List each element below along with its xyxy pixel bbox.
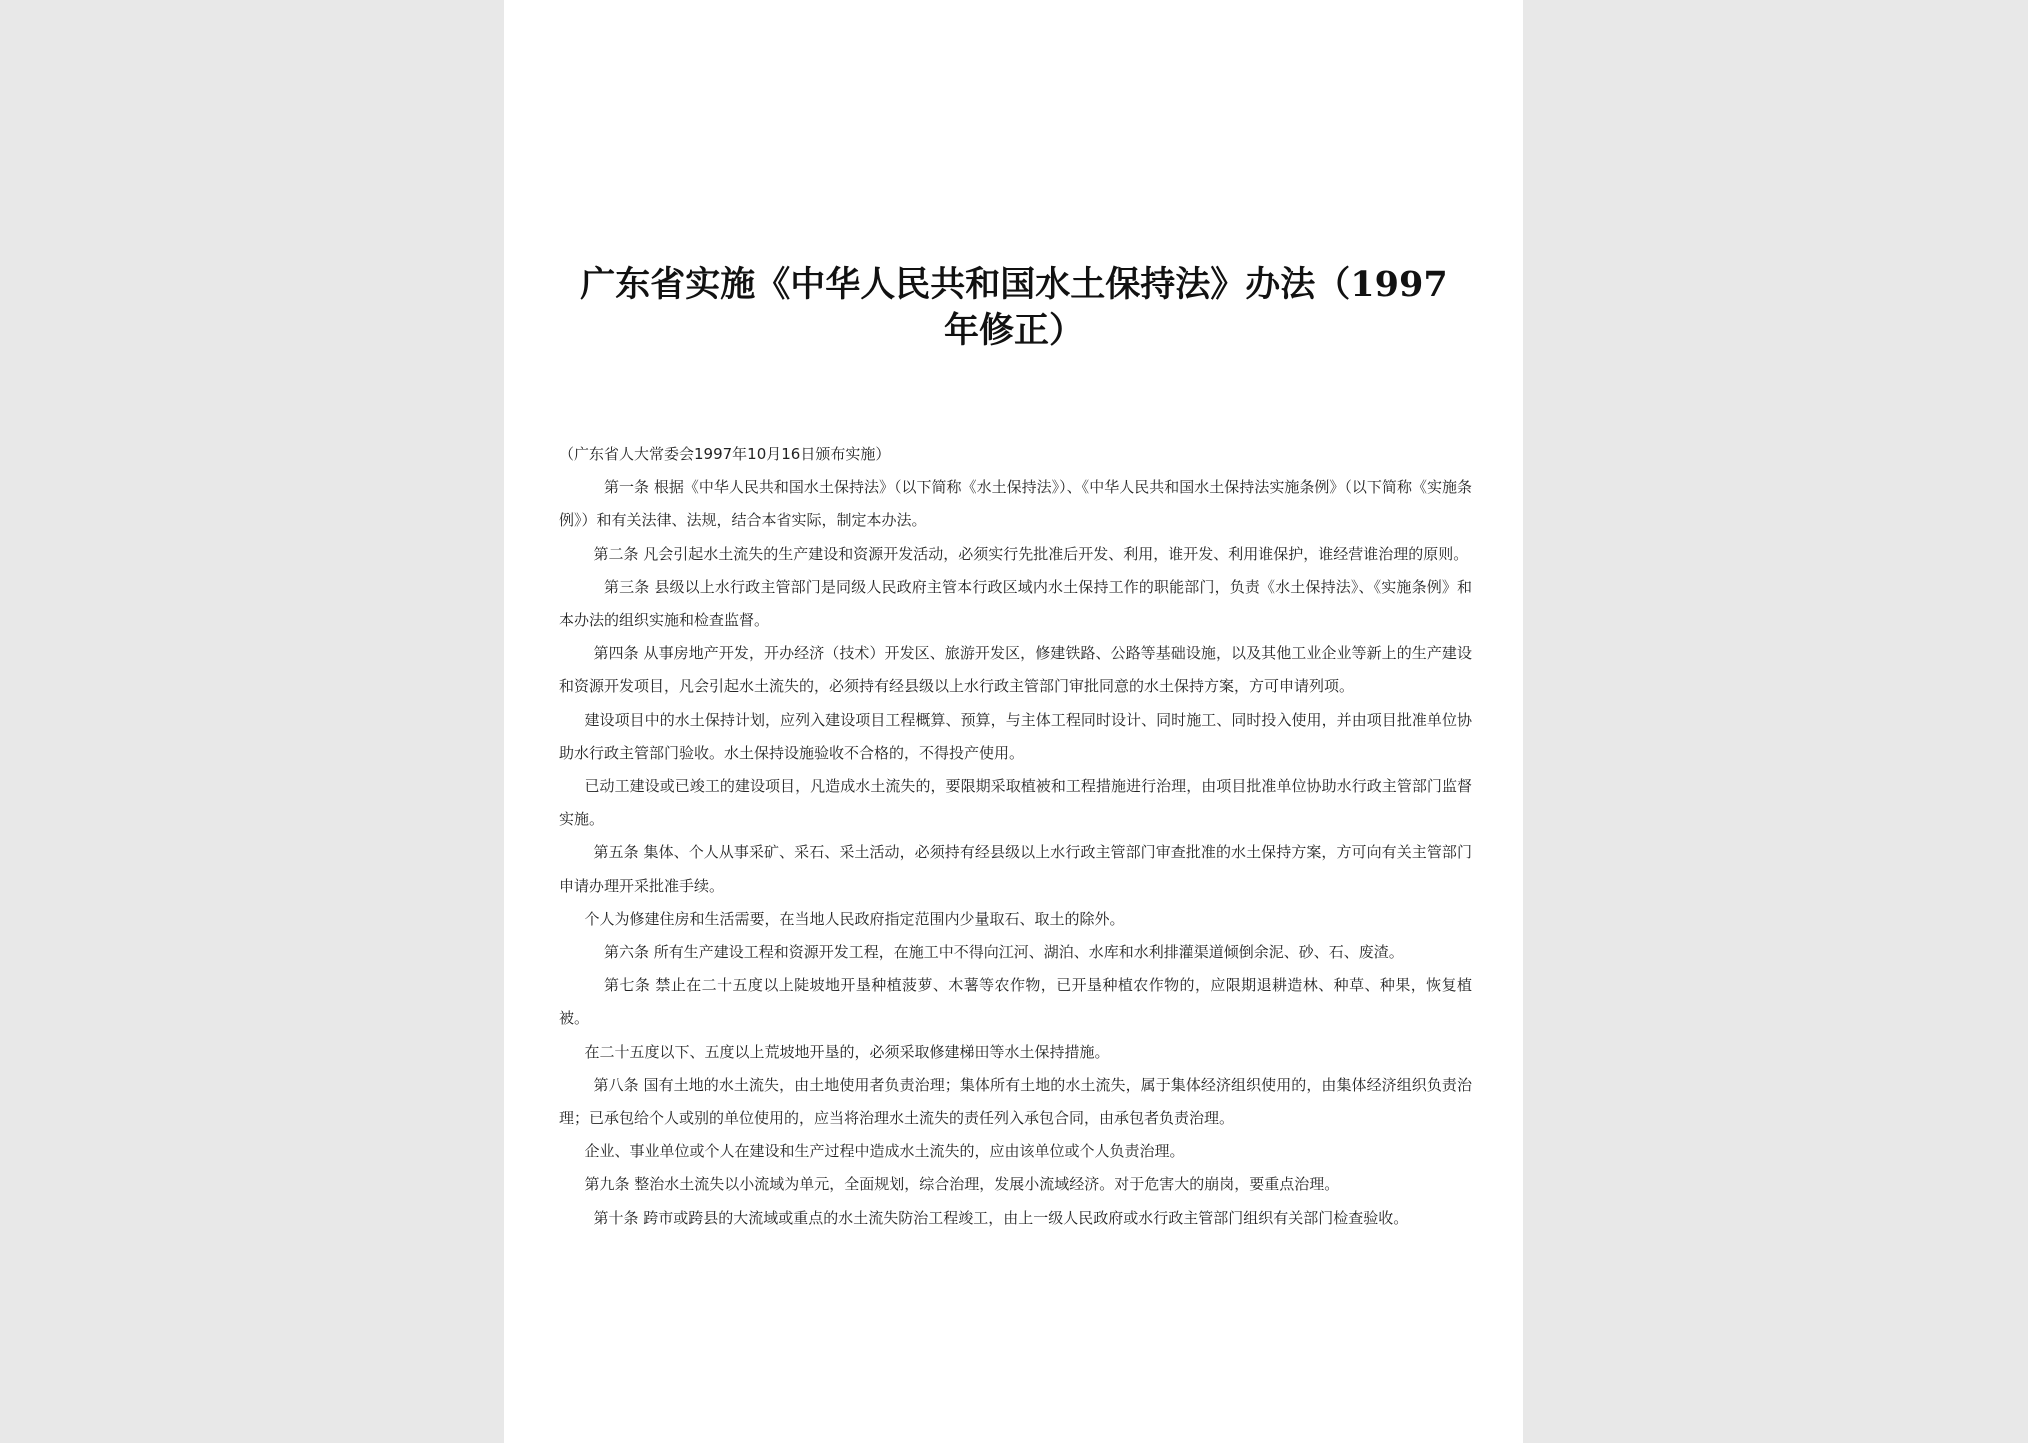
title-line-2: 年修正） (943, 310, 1084, 351)
article-paragraph: 已动工建设或已竣工的建设项目，凡造成水土流失的，要限期采取植被和工程措施进行治理，由项目批准单位协助水行政主管部门监督实施。 (559, 777, 1472, 829)
article-paragraph: 建设项目中的水土保持计划，应列入建设项目工程概算、预算，与主体工程同时设计、同时施工、同时投入使用，并由项目批准单位协助水行政主管部门验收。水土保持设施验收不合格的，不得投产使用。 (559, 710, 1472, 762)
document-title (564, 262, 1464, 354)
article-paragraph: 第五条 集体、个人从事采矿、采石、采土活动，必须持有经县级以上水行政主管部门审查批准的水土保持方案，方可向有关主管部门申请办理开采批准手续。 (559, 843, 1472, 895)
article-paragraph: 个人为修建住房和生活需要，在当地人民政府指定范围内少量取石、取土的除外。 (584, 909, 1125, 928)
article-paragraph: 第九条 整治水土流失以小流域为单元，全面规划，综合治理，发展小流域经济。对于危害大的崩岗，要重点治理。 (584, 1175, 1340, 1194)
promulgation-note: （广东省人大常委会1997年10月16日颁布实施） (559, 445, 891, 463)
article-paragraph: 第六条 所有生产建设工程和资源开发工程，在施工中不得向江河、湖泊、水库和水利排灌渠道倾倒余泥、砂、石、废渣。 (604, 943, 1404, 962)
article-paragraph: 在二十五度以下、五度以上荒坡地开垦的，必须采取修建梯田等水土保持措施。 (584, 1042, 1110, 1061)
title-line-1: 广东省实施《中华人民共和国水土保持法》办法（1997 (580, 264, 1448, 305)
article-paragraph: 第七条 禁止在二十五度以上陡坡地开垦种植菠萝、木薯等农作物，已开垦种植农作物的，应限期退耕造林、种草、种果，恢复植被。 (559, 976, 1472, 1028)
article-paragraph: 第二条 凡会引起水土流失的生产建设和资源开发活动，必须实行先批准后开发、利用，谁开发、利用谁保护，谁经营谁治理的原则。 (593, 544, 1469, 563)
article-paragraph: 第八条 国有土地的水土流失，由土地使用者负责治理；集体所有土地的水土流失，属于集体经济组织使用的，由集体经济组织负责治理；已承包给个人或别的单位使用的，应当将治理水土流失的责任列入承包合同，由承包者负责治理。 (559, 1075, 1472, 1128)
article-paragraph: 第四条 从事房地产开发，开办经济（技术）开发区、旅游开发区，修建铁路、公路等基础设施，以及其他工业企业等新上的生产建设和资源开发项目，凡会引起水土流失的，必须持有经县级以上水行政主管部门审批同意的水土保持方案，方可申请列项。 (559, 644, 1472, 696)
article-paragraph: 第十条 跨市或跨县的大流域或重点的水土流失防治工程竣工，由上一级人民政府或水行政主管部门组织有关部门检查验收。 (593, 1208, 1409, 1227)
article-paragraph: 企业、事业单位或个人在建设和生产过程中造成水土流失的，应由该单位或个人负责治理。 (584, 1142, 1185, 1161)
article-paragraph: 第三条 县级以上水行政主管部门是同级人民政府主管本行政区域内水土保持工作的职能部门，负责《水土保持法》、《实施条例》和本办法的组织实施和检查监督。 (559, 577, 1472, 630)
article-paragraph: 第一条 根据《中华人民共和国水土保持法》（以下简称《水土保持法》）、《中华人民共和国水土保持法实施条例》（以下简称《实施条例》）和有关法律、法规，结合本省实际，制定本办法。 (559, 478, 1472, 530)
document-page (504, 0, 1523, 1443)
article-list (559, 471, 1472, 1235)
document-body (559, 438, 1472, 1235)
